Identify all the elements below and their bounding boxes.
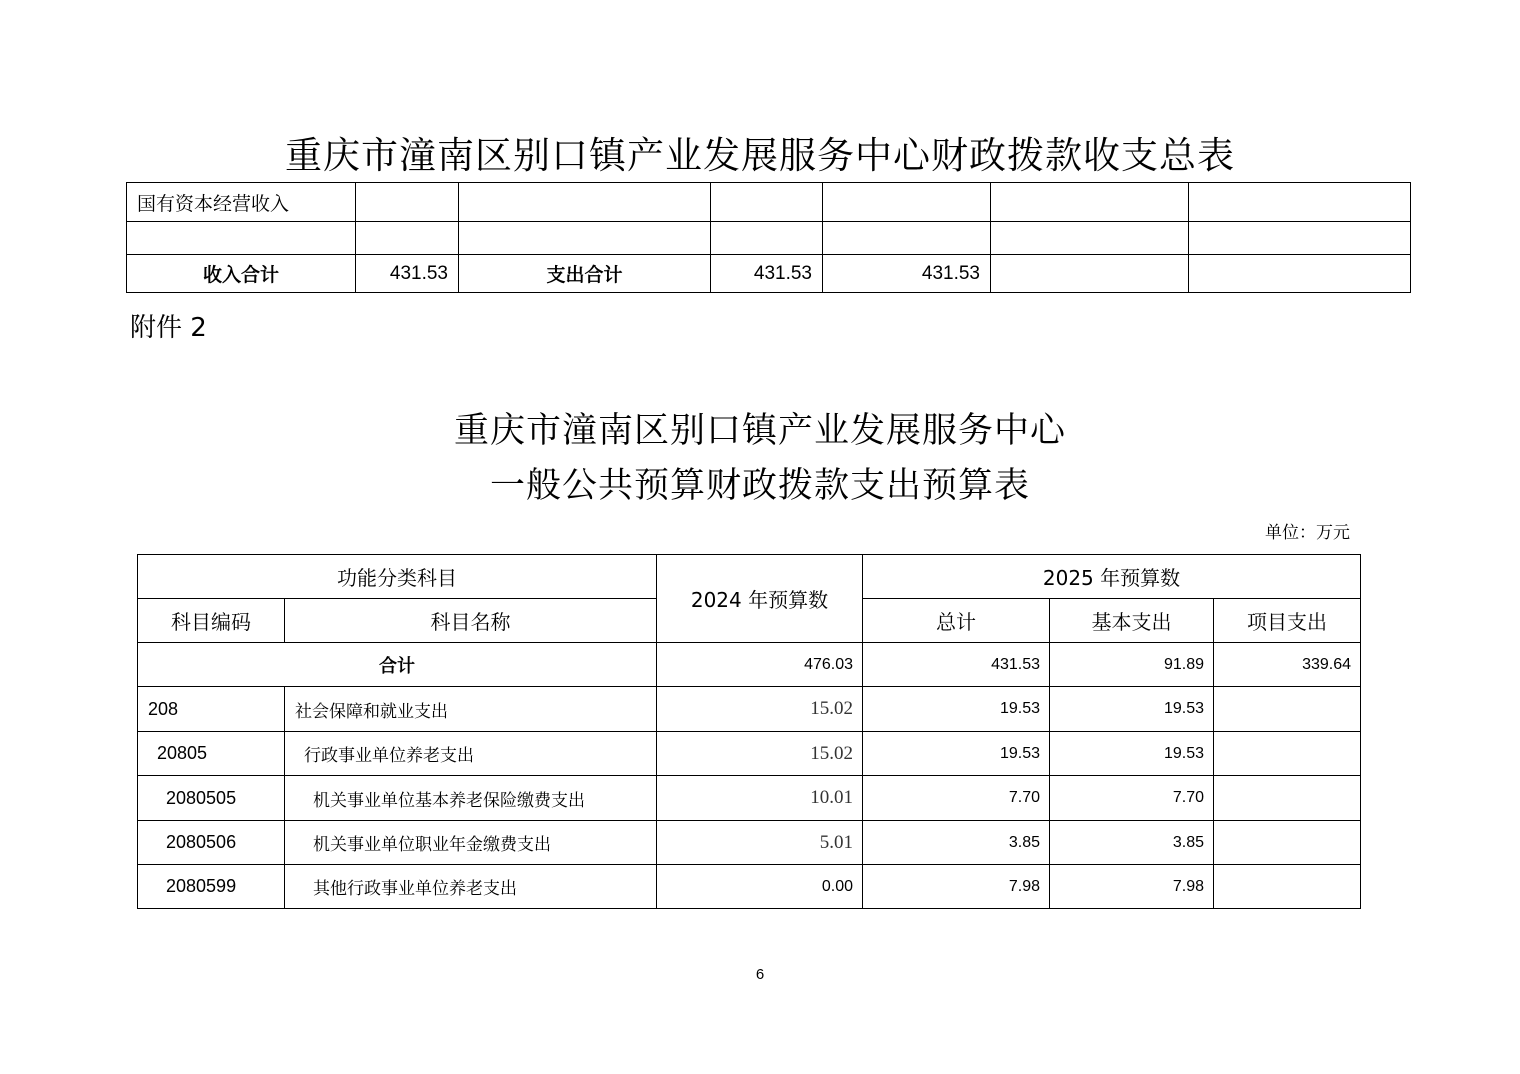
row-name: 其他行政事业单位养老支出 (285, 865, 657, 909)
row-total: 19.53 (863, 732, 1050, 776)
header-project: 项目支出 (1214, 599, 1361, 643)
table-row (127, 183, 1411, 222)
row-basic: 7.70 (1050, 776, 1214, 821)
header-function-class: 功能分类科目 (138, 555, 657, 599)
row-name: 机关事业单位基本养老保险缴费支出 (285, 776, 657, 821)
row-project (1214, 687, 1361, 732)
total-2024: 476.03 (657, 643, 863, 687)
row-project (1214, 865, 1361, 909)
header-budget-2025: 2025 年预算数 (863, 555, 1361, 599)
table-row (138, 732, 1361, 776)
row-name: 行政事业单位养老支出 (285, 732, 657, 776)
table-row (127, 222, 1411, 255)
table-row (138, 687, 1361, 732)
row-2024: 15.02 (657, 732, 863, 776)
row-basic: 19.53 (1050, 687, 1214, 732)
row-2024: 5.01 (657, 821, 863, 865)
totals-row (127, 255, 1411, 293)
header-total: 总计 (863, 599, 1050, 643)
table-row (138, 865, 1361, 909)
row-project (1214, 821, 1361, 865)
budget-expenditure-table (137, 554, 1361, 909)
header-budget-2024: 2024 年预算数 (657, 555, 863, 643)
header-code: 科目编码 (138, 599, 285, 643)
table-cell (356, 183, 459, 222)
table2-title-line1: 重庆市潼南区别口镇产业发展服务中心 (453, 411, 1066, 451)
row-code: 2080599 (138, 865, 285, 909)
row-total: 7.70 (863, 776, 1050, 821)
revenue-expenditure-table (126, 182, 1411, 293)
table-cell (991, 183, 1189, 222)
table-cell (711, 183, 823, 222)
table-cell (1189, 183, 1411, 222)
row-code: 2080506 (138, 821, 285, 865)
total-row (138, 643, 1361, 687)
row-code: 20805 (138, 732, 285, 776)
unit-label: 单位：万元 (1265, 523, 1350, 543)
table-cell (991, 222, 1189, 255)
page-number: 6 (755, 966, 765, 983)
row-project (1214, 776, 1361, 821)
row-code: 208 (138, 687, 285, 732)
table-cell (1189, 255, 1411, 293)
header-row (138, 555, 1361, 599)
table-cell (711, 222, 823, 255)
row-name: 机关事业单位职业年金缴费支出 (285, 821, 657, 865)
row-basic: 7.98 (1050, 865, 1214, 909)
row-project (1214, 732, 1361, 776)
total-label: 合计 (138, 643, 657, 687)
total-2025: 431.53 (863, 643, 1050, 687)
row-code: 2080505 (138, 776, 285, 821)
row-total: 19.53 (863, 687, 1050, 732)
table-cell (459, 222, 711, 255)
total-project: 339.64 (1214, 643, 1361, 687)
attachment-label: 附件 2 (130, 313, 207, 343)
row-total: 3.85 (863, 821, 1050, 865)
table-cell (356, 222, 459, 255)
row-2024: 10.01 (657, 776, 863, 821)
table-cell (1189, 222, 1411, 255)
total-basic: 91.89 (1050, 643, 1214, 687)
row-total: 7.98 (863, 865, 1050, 909)
table-cell (823, 222, 991, 255)
expense-total-value-2: 431.53 (823, 255, 991, 293)
row-2024: 15.02 (657, 687, 863, 732)
income-total-label: 收入合计 (127, 255, 356, 293)
row-basic: 19.53 (1050, 732, 1214, 776)
table-row (138, 776, 1361, 821)
row-label: 国有资本经营收入 (127, 183, 356, 222)
table-cell (127, 222, 356, 255)
header-basic: 基本支出 (1050, 599, 1214, 643)
row-name: 社会保障和就业支出 (285, 687, 657, 732)
table-cell (991, 255, 1189, 293)
table2-title-line2: 一般公共预算财政拨款支出预算表 (489, 466, 1030, 506)
row-2024: 0.00 (657, 865, 863, 909)
header-name: 科目名称 (285, 599, 657, 643)
row-basic: 3.85 (1050, 821, 1214, 865)
expense-total-label: 支出合计 (459, 255, 711, 293)
expense-total-value: 431.53 (711, 255, 823, 293)
table-row (138, 821, 1361, 865)
table1-title: 重庆市潼南区别口镇产业发展服务中心财政拨款收支总表 (285, 134, 1235, 177)
table-cell (823, 183, 991, 222)
table-cell (459, 183, 711, 222)
income-total-value: 431.53 (356, 255, 459, 293)
